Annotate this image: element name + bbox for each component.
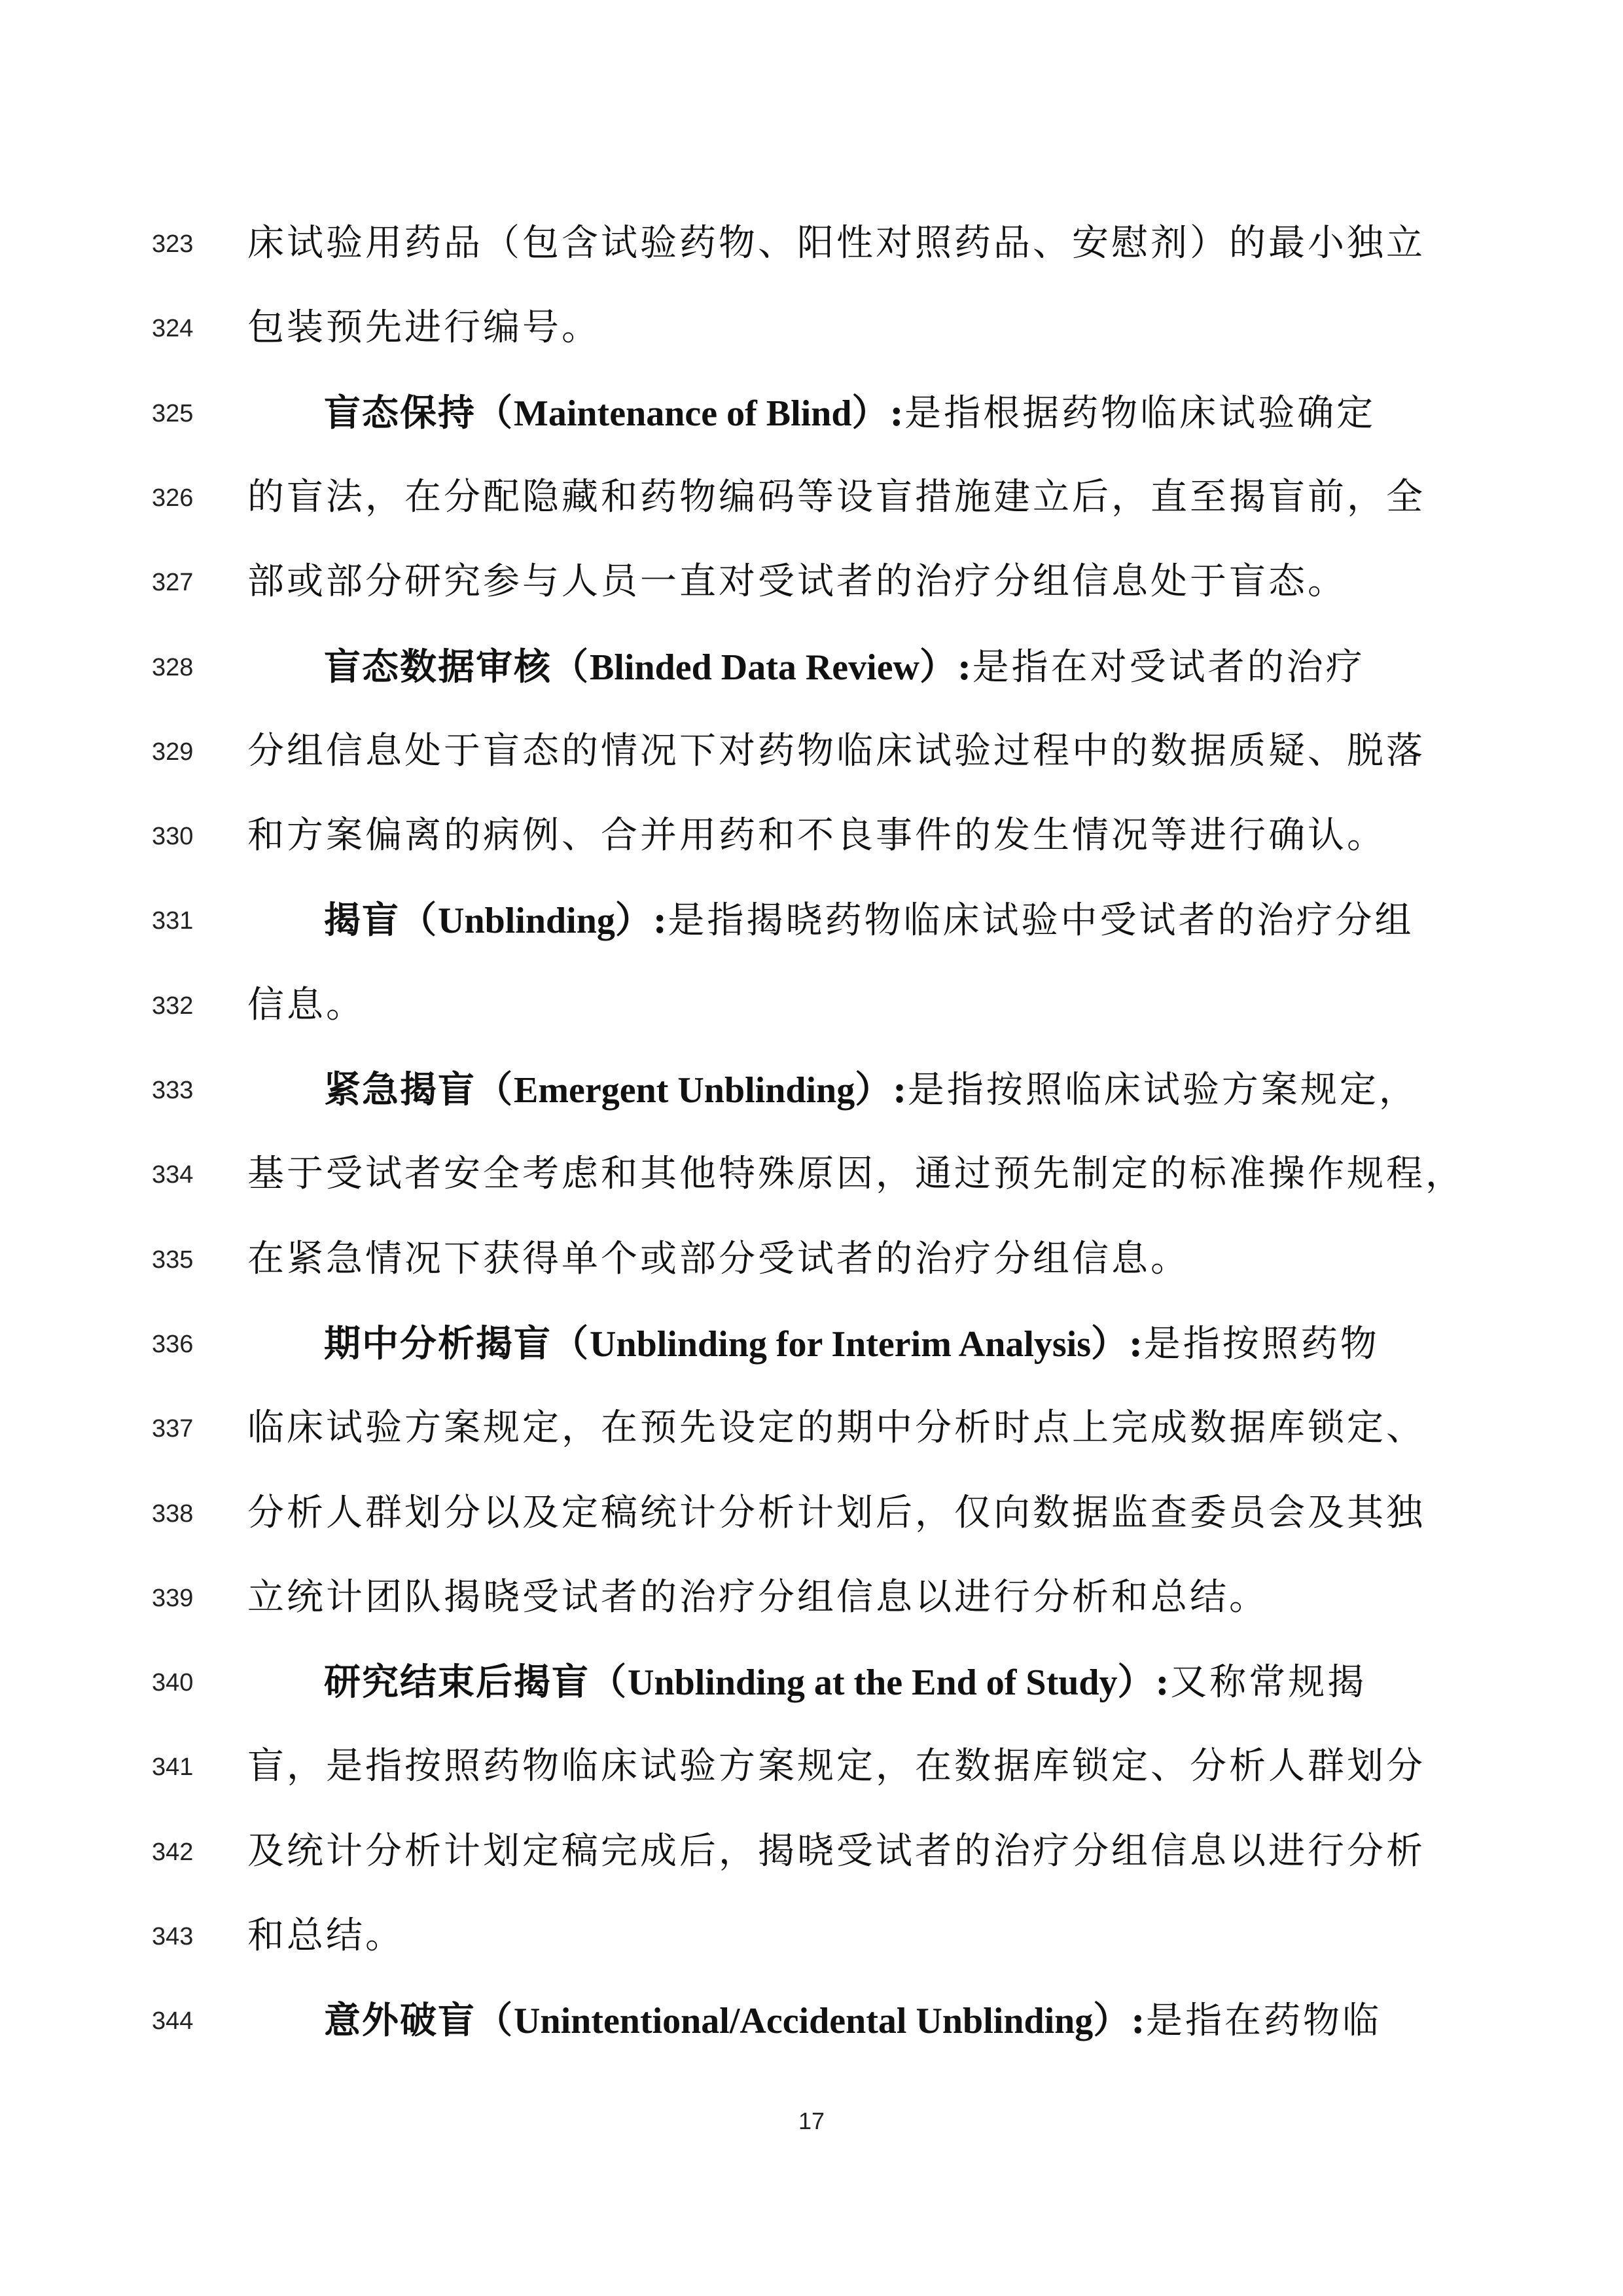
line-text bbox=[247, 1740, 1425, 1793]
term-english: Unblinding for Interim Analysis bbox=[590, 1323, 1092, 1365]
term-heading: 紧急揭盲（ bbox=[324, 1068, 514, 1111]
term-english: Unblinding at the End of Study bbox=[628, 1662, 1118, 1704]
term-english: Maintenance of Blind bbox=[514, 393, 852, 434]
line-text bbox=[247, 1825, 1425, 1878]
line-number: 324 bbox=[152, 315, 194, 343]
line-text bbox=[324, 894, 1414, 947]
body-text: 是指在对受试者的治疗 bbox=[972, 645, 1365, 689]
body-text: 和方案偏离的病例、合并用药和不良事件的发生情况等进行确认。 bbox=[247, 814, 1386, 857]
term-close: ）: bbox=[1091, 1321, 1144, 1365]
line-text bbox=[247, 1487, 1425, 1539]
line-text bbox=[247, 979, 1399, 1031]
term-heading: 揭盲（ bbox=[324, 899, 438, 942]
document-line bbox=[0, 1811, 1623, 1896]
term-heading: 盲态数据审核（ bbox=[324, 645, 590, 689]
line-text bbox=[324, 641, 1400, 694]
document-line bbox=[0, 203, 1623, 288]
body-text: 床试验用药品（包含试验药物、阳性对照药品、安慰剂）的最小独立 bbox=[247, 222, 1425, 264]
line-text bbox=[247, 217, 1425, 270]
line-number: 323 bbox=[152, 230, 194, 258]
document-line bbox=[0, 1473, 1623, 1558]
body-text: 及统计分析计划定稿完成后，揭晓受试者的治疗分组信息以进行分析 bbox=[247, 1829, 1425, 1873]
body-text: 在紧急情况下获得单个或部分受试者的治疗分组信息。 bbox=[247, 1237, 1190, 1280]
line-number: 335 bbox=[152, 1246, 194, 1274]
body-text: 是指按照临床试验方案规定， bbox=[907, 1069, 1418, 1111]
term-close: ）: bbox=[919, 645, 972, 689]
body-text: 部或部分研究参与人员一直对受试者的治疗分组信息处于盲态。 bbox=[247, 560, 1347, 603]
line-text bbox=[247, 725, 1425, 778]
line-text bbox=[247, 556, 1399, 608]
term-close: ）: bbox=[1093, 1999, 1146, 2043]
line-text bbox=[324, 1656, 1400, 1709]
line-number: 342 bbox=[152, 1838, 194, 1866]
body-text: 是指揭晓药物临床试验中受试者的治疗分组 bbox=[668, 899, 1414, 942]
body-text: 临床试验方案规定，在预先设定的期中分析时点上完成数据库锁定、 bbox=[247, 1407, 1425, 1450]
document-line bbox=[0, 1134, 1623, 1219]
document-line bbox=[0, 1726, 1623, 1811]
term-heading: 意外破盲（ bbox=[324, 1999, 514, 2043]
term-english: Unintentional/Accidental Unblinding bbox=[514, 2001, 1094, 2042]
term-english: Unblinding bbox=[438, 901, 615, 942]
body-text: 又称常规揭 bbox=[1170, 1661, 1367, 1704]
line-text bbox=[247, 1148, 1465, 1200]
line-text bbox=[324, 1994, 1400, 2047]
term-close: ）: bbox=[1117, 1660, 1171, 1704]
body-text: 包装预先进行编号。 bbox=[247, 306, 601, 350]
line-number: 328 bbox=[152, 653, 194, 681]
term-heading: 盲态保持（ bbox=[324, 391, 514, 435]
document-line bbox=[0, 626, 1623, 711]
line-text bbox=[247, 1233, 1399, 1285]
line-number: 325 bbox=[152, 399, 194, 427]
document-line bbox=[0, 287, 1623, 372]
line-text bbox=[324, 387, 1400, 440]
body-text: 信息。 bbox=[247, 983, 365, 1026]
document-line bbox=[0, 1557, 1623, 1642]
line-number: 329 bbox=[152, 738, 194, 766]
term-english: Blinded Data Review bbox=[590, 647, 919, 688]
document-line bbox=[0, 1388, 1623, 1473]
term-close: ）: bbox=[851, 391, 905, 435]
line-number: 344 bbox=[152, 2007, 194, 2036]
term-heading: 期中分析揭盲（ bbox=[324, 1321, 590, 1365]
line-number: 330 bbox=[152, 823, 194, 851]
line-number: 340 bbox=[152, 1669, 194, 1697]
line-text bbox=[247, 1910, 1399, 1962]
line-text bbox=[247, 1571, 1399, 1624]
document-line bbox=[0, 372, 1623, 457]
body-text: 和总结。 bbox=[247, 1914, 404, 1957]
document-line bbox=[0, 1219, 1623, 1304]
body-text: 盲，是指按照药物临床试验方案规定，在数据库锁定、分析人群划分 bbox=[247, 1745, 1425, 1788]
line-number: 326 bbox=[152, 484, 194, 512]
body-text: 是指按照药物 bbox=[1143, 1322, 1380, 1365]
line-number: 334 bbox=[152, 1161, 194, 1189]
document-line bbox=[0, 457, 1623, 542]
line-number: 337 bbox=[152, 1415, 194, 1443]
document-line bbox=[0, 1303, 1623, 1388]
line-text bbox=[247, 1402, 1425, 1454]
document-line bbox=[0, 1049, 1623, 1134]
line-number: 339 bbox=[152, 1584, 194, 1612]
document-line bbox=[0, 1641, 1623, 1727]
line-number: 343 bbox=[152, 1923, 194, 1950]
body-text: 分析人群划分以及定稿统计分析计划后，仅向数据监查委员会及其独 bbox=[247, 1491, 1425, 1534]
line-text bbox=[324, 1064, 1418, 1117]
term-close: ）: bbox=[855, 1068, 908, 1111]
document-line bbox=[0, 541, 1623, 626]
line-number: 333 bbox=[152, 1077, 194, 1104]
document-line bbox=[0, 1895, 1623, 1981]
term-heading: 研究结束后揭盲（ bbox=[324, 1660, 628, 1704]
document-line bbox=[0, 965, 1623, 1050]
document-line bbox=[0, 711, 1623, 796]
line-text bbox=[324, 1318, 1400, 1371]
body-text: 立统计团队揭晓受试者的治疗分组信息以进行分析和总结。 bbox=[247, 1575, 1268, 1619]
line-number: 338 bbox=[152, 1499, 194, 1528]
line-text bbox=[247, 302, 1399, 354]
line-number: 341 bbox=[152, 1753, 194, 1782]
body-text: 是指在药物临 bbox=[1145, 2000, 1382, 2043]
line-number: 336 bbox=[152, 1330, 194, 1358]
document-line bbox=[0, 795, 1623, 880]
body-text: 分组信息处于盲态的情况下对药物临床试验过程中的数据质疑、脱落 bbox=[247, 729, 1425, 772]
line-number: 331 bbox=[152, 907, 194, 935]
line-number: 327 bbox=[152, 569, 194, 597]
page-number: 17 bbox=[798, 2108, 825, 2134]
term-english: Emergent Unblinding bbox=[514, 1070, 855, 1111]
body-text: 是指根据药物临床试验确定 bbox=[904, 391, 1376, 435]
term-close: ）: bbox=[615, 899, 668, 942]
document-line bbox=[0, 880, 1623, 965]
document-line bbox=[0, 1980, 1623, 2065]
line-number: 332 bbox=[152, 992, 194, 1020]
body-text: 基于受试者安全考虑和其他特殊原因，通过预先制定的标准操作规程， bbox=[247, 1153, 1465, 1196]
body-text: 的盲法，在分配隐藏和药物编码等设盲措施建立后，直至揭盲前，全 bbox=[247, 475, 1425, 518]
line-text bbox=[247, 471, 1425, 524]
line-text bbox=[247, 810, 1399, 862]
